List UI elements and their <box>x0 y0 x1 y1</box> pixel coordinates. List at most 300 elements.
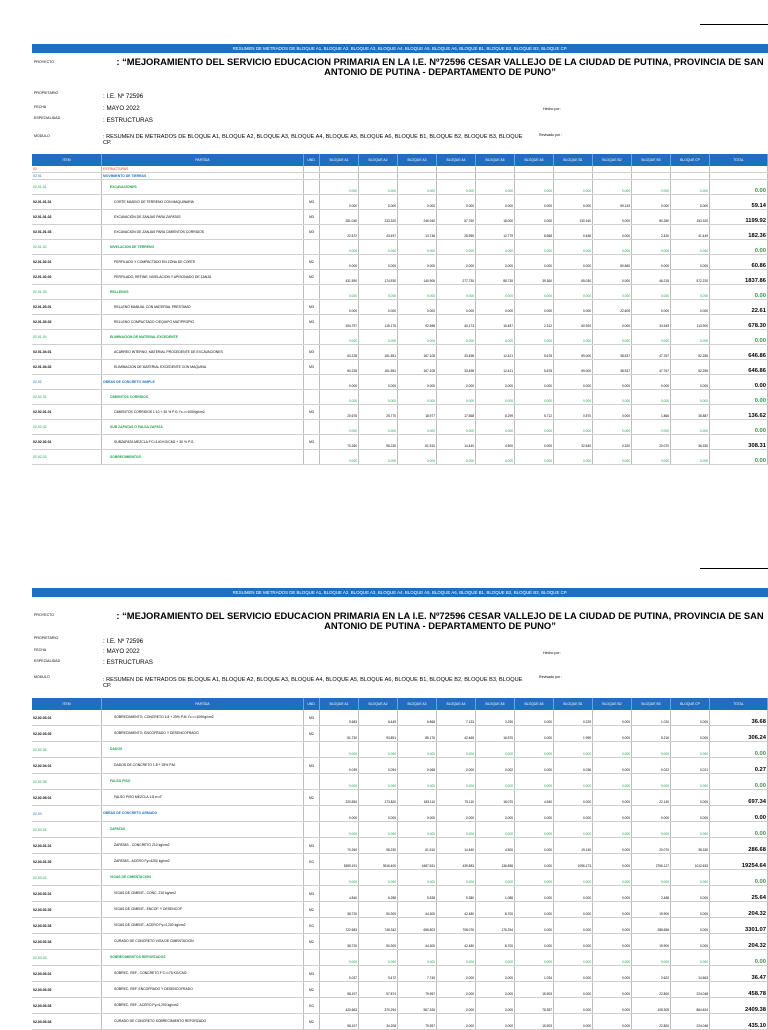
block-value: 4.540 <box>515 790 554 805</box>
item-total: 435.10 <box>710 1014 768 1029</box>
block-value: 0.000 <box>398 806 437 821</box>
block-value: 0.000 <box>437 1014 476 1029</box>
block-value: 0.000 <box>515 726 554 741</box>
table-row <box>32 285 768 300</box>
module-value: : RESUMEN DE METRADOS DE BLOQUE A1, BLOQUE A2, BLOQUE A3, BLOQUE A4, BLOQUE A5, BLOQUE A6, BLOQUE B1, BLOQUE B2, BLOQUE B3, BLOQUE CP. <box>103 677 523 689</box>
block-value: 0.000 <box>359 870 398 885</box>
block-value: 0.000 <box>515 918 554 933</box>
item-total: 0.00 <box>710 950 768 965</box>
table-row <box>32 742 768 758</box>
item-total: 0.00 <box>710 420 768 434</box>
block-value: 0.000 <box>593 822 632 837</box>
sheet-header <box>32 53 768 154</box>
block-value: 0.000 <box>476 870 515 885</box>
block-value: 15.487 <box>476 315 515 329</box>
block-value: 47.767 <box>632 345 671 359</box>
item-code: 02.02.04 <box>32 742 102 757</box>
item-code: 02.03.02.01 <box>32 886 102 901</box>
block-value: 60.920 <box>554 315 593 329</box>
block-value: 0.000 <box>437 774 476 789</box>
header-cell: BLOQUE A5 <box>476 698 515 710</box>
item-total: 0.00 <box>710 330 768 344</box>
block-value: 115.176 <box>359 315 398 329</box>
item-description: OBRAS DE CONCRETO ARMADO <box>102 806 304 821</box>
label-especialidad: ESPECIALIDAD <box>34 116 61 120</box>
block-value: 0.000 <box>320 822 359 837</box>
item-unit: M2 <box>304 255 320 269</box>
block-value: 246.940 <box>398 210 437 224</box>
item-code: 02.01.03.01 <box>32 300 102 314</box>
item-total: 306.24 <box>710 726 768 741</box>
block-value: 6.288 <box>359 886 398 901</box>
hecho-por-label: Hecho por: <box>543 651 561 655</box>
block-value: 0.000 <box>398 375 437 389</box>
block-value: 0.000 <box>515 300 554 314</box>
block-value: 44.300 <box>398 934 437 949</box>
block-value: 5.216 <box>632 726 671 741</box>
block-value: 0.000 <box>593 375 632 389</box>
item-total: 0.00 <box>710 742 768 757</box>
block-value: 61.510 <box>398 435 437 449</box>
block-value: 0.320 <box>593 435 632 449</box>
block-value: 17.568 <box>437 405 476 419</box>
block-value: 52.255 <box>671 360 710 374</box>
block-value: 0.000 <box>554 390 593 404</box>
block-value: 0.000 <box>632 285 671 299</box>
item-code: 02.01 <box>32 173 102 179</box>
block-value: 0.000 <box>632 806 671 821</box>
table-header <box>32 698 768 710</box>
block-value: 20.070 <box>632 435 671 449</box>
item-unit <box>304 285 320 299</box>
block-value <box>671 166 710 172</box>
block-value: 0.000 <box>515 195 554 209</box>
block-value: 57.874 <box>359 982 398 997</box>
block-value: 5.472 <box>359 966 398 981</box>
block-value: 5.538 <box>398 886 437 901</box>
block-value: 60.228 <box>320 345 359 359</box>
item-description: PERFILADO, REFINE, NIVELACION Y APISONADO DE ZANJA <box>102 270 304 284</box>
item-total: 646.86 <box>710 345 768 359</box>
block-value: 69.000 <box>554 345 593 359</box>
block-value: 113.900 <box>671 315 710 329</box>
block-value: 0.000 <box>515 806 554 821</box>
block-value: 0.000 <box>554 420 593 434</box>
block-value: 0.000 <box>437 822 476 837</box>
block-value: 0.000 <box>554 982 593 997</box>
table-row <box>32 902 768 918</box>
block-value: 2.430 <box>632 225 671 239</box>
header-cell: BLOQUE CP <box>671 154 710 166</box>
block-value: 1.866 <box>632 405 671 419</box>
item-code: 02.02.05.01 <box>32 790 102 805</box>
block-value: 0.000 <box>593 405 632 419</box>
block-value: 0.000 <box>437 806 476 821</box>
block-value: 0.000 <box>671 886 710 901</box>
block-value: 0.000 <box>437 285 476 299</box>
block-value: 0.000 <box>593 315 632 329</box>
block-value: 0.000 <box>515 330 554 344</box>
item-description: EXCAVACIÓN DE ZANJAS PARA ZAPATAS <box>102 210 304 224</box>
item-total: 286.68 <box>710 838 768 853</box>
block-value: 1.995 <box>554 726 593 741</box>
block-value: 38.537 <box>593 360 632 374</box>
block-value: 0.094 <box>359 758 398 773</box>
block-value: 0.022 <box>632 758 671 773</box>
block-value: 0.000 <box>593 790 632 805</box>
block-value: 0.000 <box>554 375 593 389</box>
block-value: 12.421 <box>476 345 515 359</box>
block-value: 0.000 <box>476 390 515 404</box>
block-value: 0.000 <box>593 1014 632 1029</box>
block-value <box>359 166 398 172</box>
block-value: 0.000 <box>671 300 710 314</box>
item-total: 697.34 <box>710 790 768 805</box>
block-value: 8.700 <box>476 902 515 917</box>
block-value: 0.000 <box>593 758 632 773</box>
block-value: 0.000 <box>320 774 359 789</box>
table-row <box>32 195 768 210</box>
block-value: 0.000 <box>671 950 710 965</box>
owner-value: : I.E. Nº 72596 <box>103 638 144 645</box>
block-value: 0.000 <box>476 195 515 209</box>
label-modulo: MODULO <box>34 134 50 138</box>
item-description: DADOS DE CONCRETO 1:8 + 25% P.M. <box>102 758 304 773</box>
block-value: 75.110 <box>437 790 476 805</box>
block-value <box>554 173 593 179</box>
block-value: 0.000 <box>437 390 476 404</box>
block-value: 5.678 <box>515 360 554 374</box>
block-value: 36.330 <box>671 435 710 449</box>
specialty-value: : ESTRUCTURAS <box>103 659 153 666</box>
block-value: 0.570 <box>554 405 593 419</box>
block-value: 0.000 <box>632 330 671 344</box>
block-value: 0.000 <box>632 300 671 314</box>
block-value: 0.000 <box>554 330 593 344</box>
block-value: 0.229 <box>554 710 593 725</box>
table-row <box>32 774 768 790</box>
block-value: 19.900 <box>632 902 671 917</box>
block-value: 7.133 <box>437 710 476 725</box>
item-code: 02.03.03.04 <box>32 1014 102 1029</box>
block-value: 0.000 <box>320 950 359 965</box>
block-value: 0.000 <box>671 195 710 209</box>
block-value: 0.000 <box>515 255 554 269</box>
item-description: CURADO DE CONCRETO SOBRECIMIENTO REFORZADO <box>102 1014 304 1029</box>
block-value: 0.000 <box>398 822 437 837</box>
item-description: SOBRECIMIENTOS REFORZADOS <box>102 950 304 965</box>
block-value: 0.000 <box>515 886 554 901</box>
block-value: 0.000 <box>320 806 359 821</box>
block-value: 0.000 <box>593 838 632 853</box>
table-row <box>32 450 768 465</box>
item-unit <box>304 240 320 254</box>
block-value <box>593 173 632 179</box>
block-value: 0.000 <box>593 950 632 965</box>
block-value: 224.048 <box>671 982 710 997</box>
revisado-por-label: Revisado por : <box>539 133 563 137</box>
block-value: 22.800 <box>632 982 671 997</box>
block-value: 0.000 <box>671 710 710 725</box>
table-row <box>32 1014 768 1030</box>
item-total: 0.00 <box>710 240 768 254</box>
item-code: 02.01.04 <box>32 330 102 344</box>
block-value: 0.000 <box>632 742 671 757</box>
table-row <box>32 210 768 225</box>
block-value <box>476 166 515 172</box>
block-value: 0.000 <box>515 710 554 725</box>
item-description: SOBRECIMIENTO, CONCRETO 1:8 + 25% P.M. f'c.>=100Kg/cm2 <box>102 710 304 725</box>
header-cell: BLOQUE A6 <box>515 698 554 710</box>
block-value: 19.900 <box>632 934 671 949</box>
block-value: 108.305 <box>632 998 671 1013</box>
block-value: 88.730 <box>476 270 515 284</box>
block-value: 0.000 <box>515 742 554 757</box>
item-total: 0.00 <box>710 180 768 194</box>
block-value: 0.000 <box>437 180 476 194</box>
block-value: 0.000 <box>398 774 437 789</box>
item-description: SUBZAPATA MEZCLA F'C=140 KG/CM2 + 30 % P.G. <box>102 435 304 449</box>
block-value: 0.000 <box>359 180 398 194</box>
block-value: 431.590 <box>320 270 359 284</box>
block-value: 3.290 <box>476 710 515 725</box>
block-value: 0.000 <box>320 180 359 194</box>
item-total: 0.27 <box>710 758 768 773</box>
block-value: 0.068 <box>398 758 437 773</box>
block-value: 0.000 <box>515 774 554 789</box>
item-total: 204.32 <box>710 934 768 949</box>
item-total: 458.78 <box>710 982 768 997</box>
item-total: 36.47 <box>710 966 768 981</box>
block-value: 173.820 <box>359 790 398 805</box>
block-value: 0.000 <box>554 902 593 917</box>
block-value: 1096.173 <box>554 854 593 869</box>
item-code: 02.03.02.04 <box>32 934 102 949</box>
block-value: 748.342 <box>359 918 398 933</box>
block-value: 0.000 <box>398 240 437 254</box>
block-value: 567.326 <box>398 998 437 1013</box>
item-total: 0.00 <box>710 870 768 885</box>
block-value: 656.803 <box>398 918 437 933</box>
date-value: : MAYO 2022 <box>103 105 140 112</box>
item-unit: M3 <box>304 225 320 239</box>
block-value: 0.000 <box>359 285 398 299</box>
block-value: 0.000 <box>359 822 398 837</box>
block-value: 0.000 <box>593 998 632 1013</box>
table-row <box>32 982 768 998</box>
block-value: 708.076 <box>437 918 476 933</box>
item-unit <box>304 390 320 404</box>
block-value: 0.000 <box>632 950 671 965</box>
block-value: 42.480 <box>437 934 476 949</box>
block-value: 0.000 <box>671 450 710 464</box>
item-unit: M3 <box>304 710 320 725</box>
item-description: SOBREC. REF.- CONCRETO F'C=175 KG/CM2 <box>102 966 304 981</box>
block-value: 0.000 <box>476 774 515 789</box>
block-value: 8.449 <box>359 710 398 725</box>
label-proyecto: PROYECTO <box>34 613 55 617</box>
header-cell: BLOQUE A2 <box>359 698 398 710</box>
block-value: 12.421 <box>476 360 515 374</box>
table-row <box>32 240 768 255</box>
item-description: ZAPATAS - CONCRETO 210 kg/cm2 <box>102 838 304 853</box>
item-total: 0.00 <box>710 450 768 464</box>
item-unit <box>304 870 320 885</box>
block-value: 32.540 <box>554 435 593 449</box>
block-value: 33.498 <box>437 345 476 359</box>
block-value: 153.320 <box>671 210 710 224</box>
item-description: EXCAVACIONES <box>102 180 304 194</box>
item-total: 0.00 <box>710 285 768 299</box>
block-value: 0.000 <box>398 195 437 209</box>
item-unit <box>304 166 320 172</box>
table-row <box>32 854 768 870</box>
item-description: CIMIENTOS CORRIDOS 1:10 + 30 % P.G. f'c.>=100Kg/cm2 <box>102 405 304 419</box>
block-value: 80.280 <box>632 210 671 224</box>
block-value: 0.000 <box>554 790 593 805</box>
block-value: 0.000 <box>515 934 554 949</box>
block-value: 0.000 <box>437 870 476 885</box>
table-row <box>32 950 768 966</box>
block-value: 42.465 <box>437 726 476 741</box>
block-value: 0.000 <box>437 450 476 464</box>
block-value: 18.977 <box>398 405 437 419</box>
header-cell: BLOQUE B2 <box>593 154 632 166</box>
block-value: 0.000 <box>554 774 593 789</box>
block-value: 4.500 <box>476 435 515 449</box>
block-value: 81.730 <box>320 726 359 741</box>
item-code: 02.03 <box>32 806 102 821</box>
block-value: 0.000 <box>671 822 710 837</box>
block-value: 0.000 <box>593 420 632 434</box>
table-row <box>32 998 768 1014</box>
block-value: 19.140 <box>554 838 593 853</box>
block-value: 0.000 <box>476 375 515 389</box>
item-total: 0.00 <box>710 806 768 821</box>
item-code: 02.01.01.03 <box>32 225 102 239</box>
header-cell: BLOQUE B1 <box>554 154 593 166</box>
block-value: 58.197 <box>320 1014 359 1029</box>
table-row <box>32 435 768 450</box>
table-row <box>32 390 768 405</box>
item-code: 02 <box>32 166 102 172</box>
item-code: 02.02.03.02 <box>32 726 102 741</box>
block-value: 2.622 <box>632 966 671 981</box>
block-value: 16.570 <box>476 726 515 741</box>
block-value: 8.700 <box>476 934 515 949</box>
block-value: 224.048 <box>671 1014 710 1029</box>
block-value: 50.300 <box>359 902 398 917</box>
block-value: 136.898 <box>476 854 515 869</box>
block-value: 572.220 <box>671 270 710 284</box>
block-value: 220.550 <box>320 790 359 805</box>
block-value: 20.070 <box>632 838 671 853</box>
block-value: 167.108 <box>398 345 437 359</box>
owner-value: : I.E. Nº 72596 <box>103 93 144 100</box>
block-value: 33.498 <box>437 360 476 374</box>
table-row <box>32 838 768 854</box>
block-value: 0.000 <box>554 870 593 885</box>
block-value: 0.000 <box>437 420 476 434</box>
table-row <box>32 934 768 950</box>
block-value: 0.000 <box>515 870 554 885</box>
item-total: 678.30 <box>710 315 768 329</box>
block-value: 34.943 <box>632 315 671 329</box>
block-value: 0.000 <box>476 180 515 194</box>
block-value: 439.583 <box>437 854 476 869</box>
table-row <box>32 966 768 982</box>
block-value: 7.745 <box>398 966 437 981</box>
item-unit <box>304 774 320 789</box>
block-value: 14.563 <box>671 966 710 981</box>
item-code: 02.01.01 <box>32 180 102 194</box>
item-total: 646.86 <box>710 360 768 374</box>
item-unit: M3 <box>304 345 320 359</box>
block-value: 18.000 <box>476 210 515 224</box>
date-value: : MAYO 2022 <box>103 648 140 655</box>
block-value: 0.000 <box>515 450 554 464</box>
block-value: 0.000 <box>437 966 476 981</box>
block-value: 0.000 <box>320 450 359 464</box>
block-value: 0.000 <box>554 886 593 901</box>
item-unit: M3 <box>304 838 320 853</box>
item-total: 19254.64 <box>710 854 768 869</box>
header-cell: BLOQUE A4 <box>437 154 476 166</box>
block-value: 0.000 <box>632 390 671 404</box>
block-value: 0.000 <box>515 240 554 254</box>
item-description: SOBREC. REF.- ACERO Fy=4,200 kg/cm2 <box>102 998 304 1013</box>
block-value: 0.000 <box>632 240 671 254</box>
item-code: 02.02 <box>32 375 102 389</box>
block-value: 0.000 <box>398 300 437 314</box>
block-value: 0.000 <box>671 420 710 434</box>
block-value: 0.000 <box>437 255 476 269</box>
block-value: 161.551 <box>359 360 398 374</box>
block-value: 0.000 <box>476 450 515 464</box>
item-description: NIVELACION DE TERRENO <box>102 240 304 254</box>
block-value: 22.572 <box>320 225 359 239</box>
header-cell: BLOQUE CP <box>671 698 710 710</box>
item-unit <box>304 180 320 194</box>
item-code: 02.03.02 <box>32 870 102 885</box>
block-value: 4487.531 <box>398 854 437 869</box>
block-value: 44.300 <box>398 902 437 917</box>
block-value: 0.000 <box>593 270 632 284</box>
block-value: 0.000 <box>437 330 476 344</box>
block-value: 70.260 <box>320 435 359 449</box>
block-value: 60.860 <box>593 255 632 269</box>
header-cell: BLOQUE A3 <box>398 154 437 166</box>
block-value: 0.000 <box>359 774 398 789</box>
block-value: 0.000 <box>437 982 476 997</box>
block-value: 0.000 <box>554 918 593 933</box>
block-value: 52.255 <box>671 345 710 359</box>
item-unit: M2 <box>304 902 320 917</box>
header-cell: BLOQUE A5 <box>476 154 515 166</box>
block-value: 0.000 <box>437 300 476 314</box>
block-value: 5.712 <box>515 405 554 419</box>
item-unit: M3 <box>304 758 320 773</box>
item-total: 0.00 <box>710 822 768 837</box>
block-value: 0.000 <box>554 806 593 821</box>
table-row <box>32 225 768 240</box>
block-value: 140.906 <box>398 270 437 284</box>
block-value: 22.605 <box>593 300 632 314</box>
block-value: 0.000 <box>593 806 632 821</box>
header-cell: BLOQUE B2 <box>593 698 632 710</box>
item-unit: KG <box>304 998 320 1013</box>
block-value: 69.000 <box>554 360 593 374</box>
